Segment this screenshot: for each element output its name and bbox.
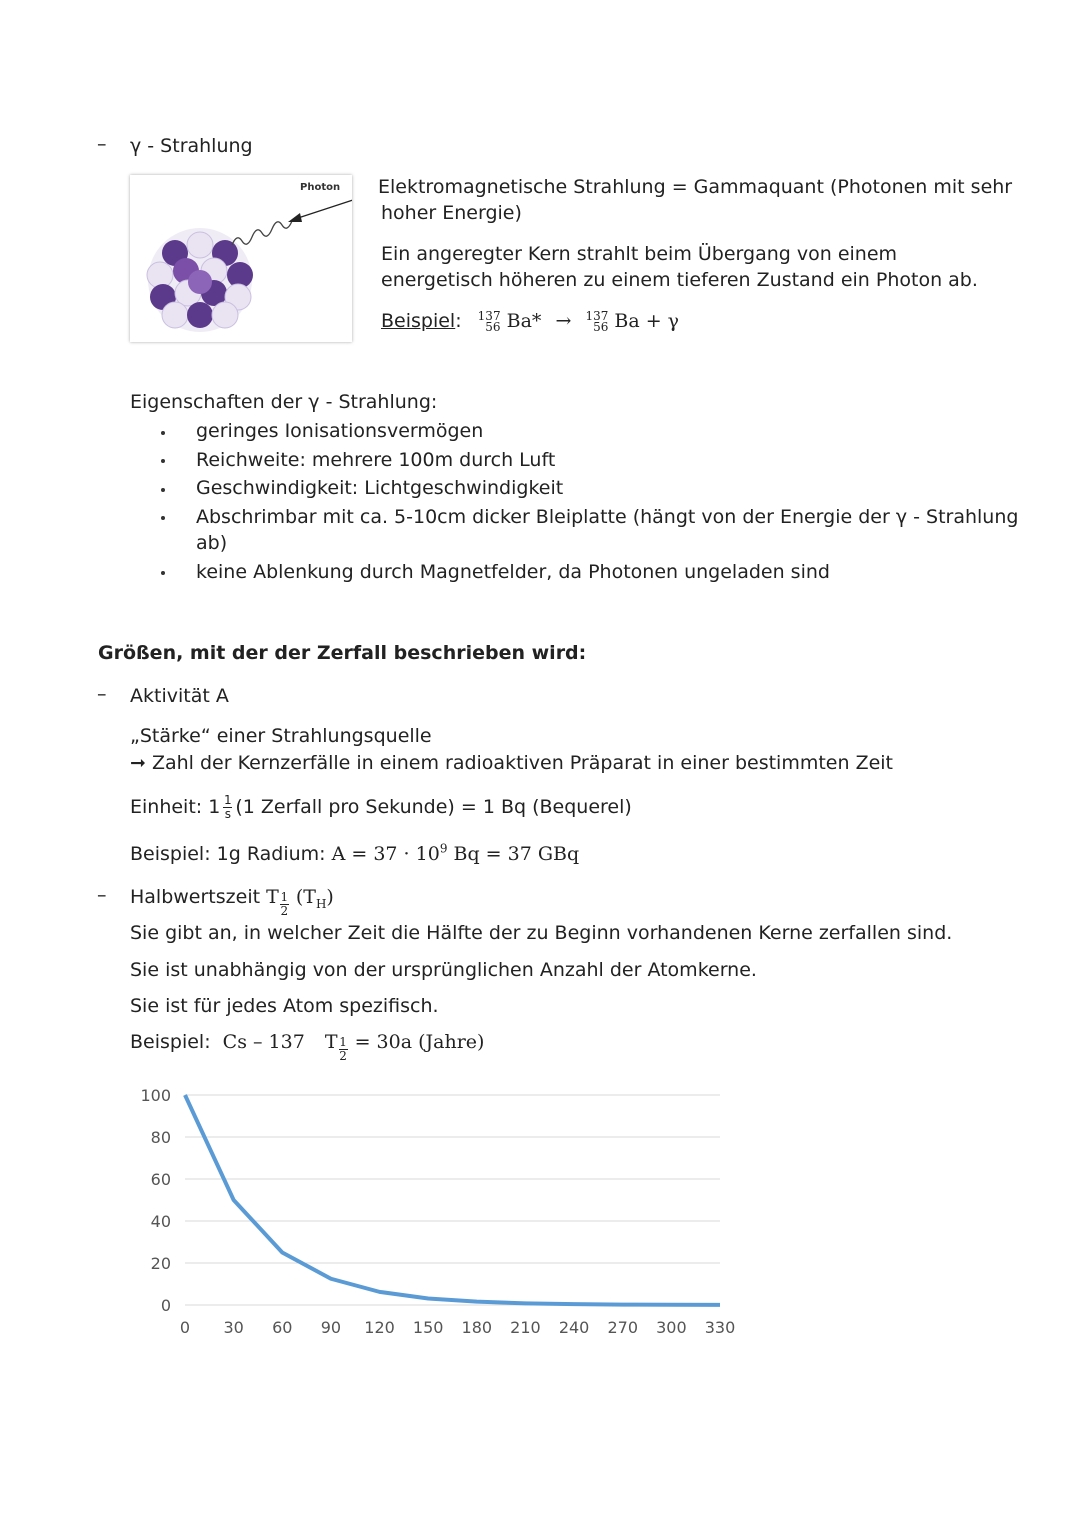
isotope-lhs: 137 56 Ba* — [477, 309, 542, 334]
list-dash: – — [97, 683, 107, 705]
nucleus-icon — [147, 228, 253, 332]
property-item: Geschwindigkeit: Lichtgeschwindigkeit — [196, 477, 564, 499]
bullet — [161, 431, 165, 435]
halflife-line2: Sie ist unabhängig von der ursprünglichen Anzahl der Atomkerne. — [130, 959, 757, 981]
x-tick-label: 30 — [223, 1318, 244, 1337]
activity-example: Beispiel: 1g Radium: $A = 37 \cdot 10^9$ Bq = 37 GBq — [130, 841, 580, 865]
x-tick-label: 180 — [461, 1318, 493, 1337]
y-tick-label: 40 — [150, 1212, 171, 1231]
x-tick-label: 330 — [704, 1318, 736, 1337]
nucleus-photon-illustration — [130, 175, 352, 342]
gamma-desc1-line2: hoher Energie) — [381, 202, 522, 224]
quantities-heading: Größen, mit der der Zerfall beschrieben wird: — [98, 642, 587, 664]
x-tick-label: 300 — [656, 1318, 687, 1337]
property-item: Reichweite: mehrere 100m durch Luft — [196, 449, 556, 471]
halflife-line1: Sie gibt an, in welcher Zeit die Hälfte der zu Beginn vorhandenen Kerne zerfallen sind. — [130, 922, 953, 944]
bullet — [161, 488, 165, 492]
arrow-icon — [288, 213, 302, 222]
bullet — [161, 459, 165, 463]
y-tick-label: 20 — [150, 1254, 171, 1273]
y-tick-label: 100 — [140, 1086, 171, 1105]
reaction-arrow: → — [555, 310, 572, 332]
photon-label: Photon — [300, 182, 341, 193]
halflife-title: Halbwertszeit T $\frac{1}{2}$ $(T_H)$ — [130, 886, 334, 918]
x-tick-label: 0 — [179, 1318, 191, 1337]
activity-title: Aktivität A — [130, 685, 229, 707]
y-tick-label: 80 — [150, 1128, 171, 1147]
example-label: Beispiel — [381, 310, 456, 332]
gamma-example: Beispiel: 137 56 Ba* → 137 56 Ba + γ — [381, 309, 680, 334]
decay-series-line — [185, 1095, 720, 1305]
isotope-rhs: 137 56 Ba + γ — [585, 309, 680, 334]
y-tick-label: 60 — [150, 1170, 171, 1189]
x-tick-label: 270 — [607, 1318, 639, 1337]
x-tick-label: 150 — [412, 1318, 444, 1337]
gamma-desc1-line1: Elektromagnetische Strahlung = Gammaquant (Photonen mit sehr — [378, 176, 1013, 198]
gamma-desc2-line2: energetisch höheren zu einem tieferen Zustand ein Photon ab. — [381, 269, 978, 291]
list-dash: – — [97, 133, 107, 155]
property-item-continued: ab) — [196, 532, 228, 554]
activity-line2: ➞ Zahl der Kernzerfälle in einem radioaktiven Präparat in einer bestimmten Zeit — [130, 752, 893, 774]
activity-unit: Einheit: 1 $\frac{1}{s}$ (1 Zerfall pro Sekunde) = 1 Bq (Bequerel) — [130, 793, 632, 821]
bullet — [161, 571, 165, 575]
y-tick-label: 0 — [160, 1296, 171, 1315]
halflife-line3: Sie ist für jedes Atom spezifisch. — [130, 995, 439, 1017]
gamma-heading: γ - Strahlung — [130, 135, 253, 157]
x-tick-label: 60 — [272, 1318, 293, 1337]
x-tick-label: 240 — [558, 1318, 590, 1337]
x-tick-label: 210 — [510, 1318, 541, 1337]
property-item: Abschrimbar mit ca. 5-10cm dicker Bleiplatte (hängt von der Energie der γ - Strahlung — [196, 506, 1019, 528]
gamma-figure — [130, 175, 352, 342]
list-dash: – — [97, 884, 107, 906]
bullet — [161, 516, 165, 520]
properties-title: Eigenschaften der γ - Strahlung: — [130, 391, 438, 413]
halflife-example: Beispiel: Cs – 137 T $\frac{1}{2}$ = 30a (Jahre) — [130, 1031, 485, 1063]
unit-fraction: $\frac{1}{s}$ — [224, 793, 232, 821]
gamma-desc2-line1: Ein angeregter Kern strahlt beim Übergang von einem — [381, 243, 898, 265]
halflife-decay-chart — [120, 1080, 760, 1345]
property-item: keine Ablenkung durch Magnetfelder, da Photonen ungeladen sind — [196, 561, 830, 583]
property-item: geringes Ionisationsvermögen — [196, 420, 484, 442]
photon-wave-icon — [232, 221, 292, 245]
activity-line1: „Stärke“ einer Strahlungsquelle — [130, 725, 432, 747]
x-tick-label: 90 — [320, 1318, 342, 1337]
x-tick-label: 120 — [364, 1318, 395, 1337]
